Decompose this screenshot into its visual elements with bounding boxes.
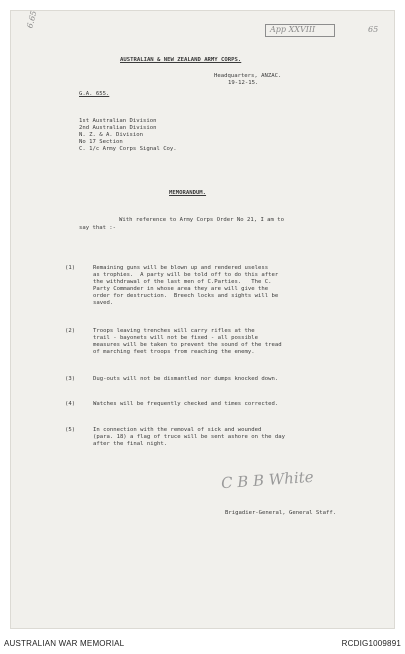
appendix-ref: App XXVIII: [270, 25, 316, 34]
intro-line: With reference to Army Corps Order No 21, I am to: [119, 217, 285, 223]
item-line: Dug-outs will not be dismantled nor dumps knocked down.: [93, 376, 279, 382]
document-page: [11, 11, 394, 628]
signature-title: Brigadier-General, General Staff.: [225, 510, 337, 516]
item-number: (1): [65, 265, 76, 271]
page-number-annotation: 65: [368, 25, 379, 34]
signature: C B B White: [220, 467, 315, 493]
item-line: In connection with the removal of sick and wounded: [93, 427, 262, 433]
distribution-line: 1st Australian Division: [79, 118, 157, 124]
item-line: as trophies. A party will be told off to do this after: [93, 272, 279, 278]
date-line: 19-12-15.: [228, 80, 259, 86]
folio-annotation: 6.65: [25, 9, 39, 30]
intro-line: say that :-: [79, 225, 117, 231]
item-number: (2): [65, 328, 76, 334]
distribution-line: 2nd Australian Division: [79, 125, 157, 131]
distribution-line: C. 1/c Army Corps Signal Coy.: [79, 146, 177, 152]
document-heading: AUSTRALIAN & NEW ZEALAND ARMY CORPS.: [120, 57, 242, 63]
archive-id: RCDIG1009891: [341, 639, 401, 648]
distribution-line: N. Z. & A. Division: [79, 132, 143, 138]
item-line: saved.: [93, 300, 114, 306]
reference-number: G.A. 655.: [79, 91, 110, 97]
item-line: measures will be taken to prevent the sound of the tread: [93, 342, 282, 348]
item-line: Remaining guns will be blown up and rendered useless: [93, 265, 269, 271]
item-line: the withdrawal of the last men of C.Parties. The C.: [93, 279, 272, 285]
archive-name: AUSTRALIAN WAR MEMORIAL: [4, 639, 125, 648]
item-line: Party Commander in whose area they are will give the: [93, 286, 269, 292]
item-number: (5): [65, 427, 76, 433]
item-line: after the final night.: [93, 441, 168, 447]
memo-title: MEMORANDUM.: [169, 190, 207, 196]
hq-line: Headquarters, ANZAC.: [214, 73, 282, 79]
distribution-line: No 17 Section: [79, 139, 123, 145]
item-line: (para. 18) a flag of truce will be sent ashore on the day: [93, 434, 285, 440]
item-line: trail - bayonets will not be fixed - all possible: [93, 335, 259, 341]
item-line: of marching feet troops from reaching the enemy.: [93, 349, 255, 355]
item-line: Troops leaving trenches will carry rifles at the: [93, 328, 255, 334]
item-number: (4): [65, 401, 76, 407]
item-number: (3): [65, 376, 76, 382]
archive-footer: [0, 637, 405, 654]
item-line: order for destruction. Breech locks and sights will be: [93, 293, 279, 299]
item-line: Watches will be frequently checked and times corrected.: [93, 401, 279, 407]
